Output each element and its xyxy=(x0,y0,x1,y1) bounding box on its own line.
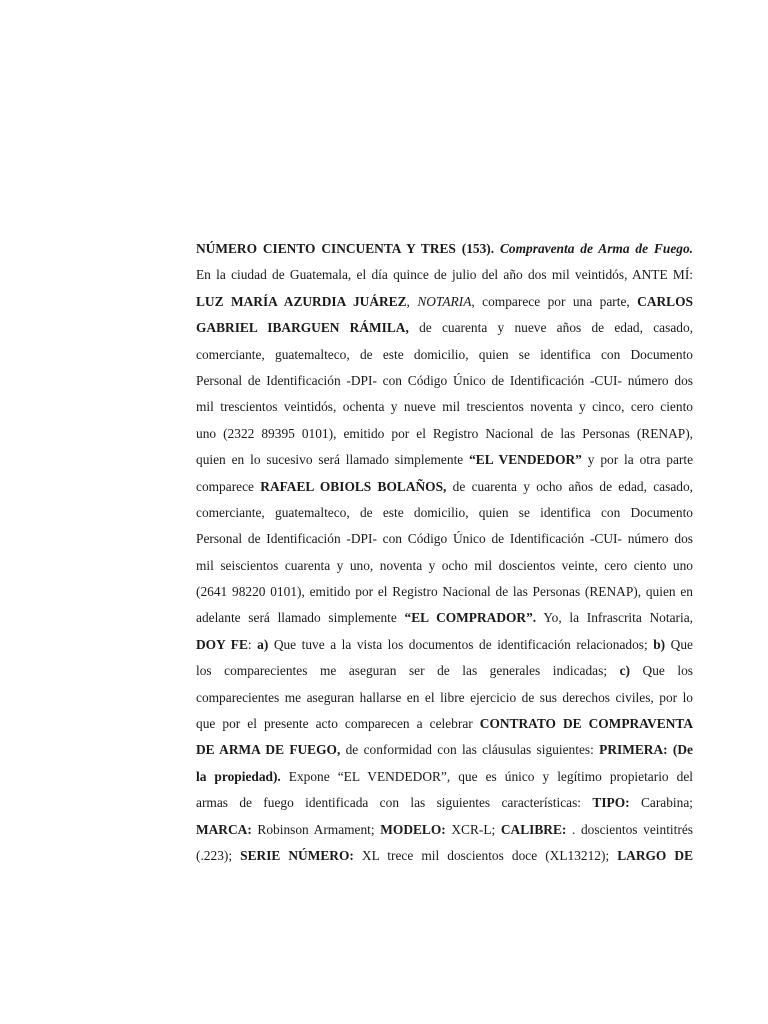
text-line xyxy=(196,737,693,763)
emphasized-text: RAFAEL OBIOLS BOLAÑOS, xyxy=(260,478,447,494)
text-line xyxy=(196,685,693,711)
text-run: de cuarenta y ocho años de edad, casado, xyxy=(446,478,693,494)
emphasized-text: TIPO: xyxy=(592,795,630,811)
text-run: de conformidad con las cláusulas siguientes: xyxy=(340,742,600,758)
text-run: Personal de Identificación -DPI- con Código Único de Identificación -CUI- número dos xyxy=(196,372,693,388)
text-line xyxy=(196,764,693,790)
emphasized-text: GABRIEL IBARGUEN RÁMILA, xyxy=(196,320,409,336)
emphasized-text: Compraventa de Arma de Fuego. xyxy=(500,241,693,256)
text-run: de cuarenta y nueve años de edad, casado, xyxy=(408,320,693,336)
emphasized-text: CARLOS xyxy=(637,293,693,309)
text-line xyxy=(196,500,693,526)
text-line xyxy=(196,447,693,473)
emphasized-text: LUZ MARÍA AZURDIA JUÁREZ xyxy=(196,293,407,309)
text-run: y por la otra parte xyxy=(581,452,693,468)
text-run: comparece xyxy=(196,478,261,494)
emphasized-text: b) xyxy=(653,636,666,652)
text-run: comparecientes me aseguran hallarse en el libre ejercicio de sus derechos civiles, por lo xyxy=(196,689,693,705)
text-run: Que los xyxy=(630,663,693,679)
text-run: armas de fuego identificada con las siguientes características: xyxy=(196,795,593,811)
emphasized-text: NOTARIA xyxy=(417,293,472,309)
text-run: Que xyxy=(665,636,693,652)
text-run: quien en lo sucesivo será llamado simplemente xyxy=(196,452,470,468)
text-line xyxy=(196,579,693,605)
text-line xyxy=(196,605,693,631)
emphasized-text: MODELO: xyxy=(380,821,446,837)
text-line xyxy=(196,342,693,368)
text-line xyxy=(196,843,693,869)
text-line xyxy=(196,262,693,288)
text-run: En la ciudad de Guatemala, el día quince de julio del año dos mil veintidós, ANTE MÍ: xyxy=(196,267,693,283)
text-run: Robinson Armament; xyxy=(251,821,381,837)
text-run: Carabina; xyxy=(629,795,693,811)
emphasized-text: a) xyxy=(257,636,269,652)
text-run: que por el presente acto comparecen a celebrar xyxy=(196,716,480,732)
text-line xyxy=(196,632,693,658)
text-line xyxy=(196,526,693,552)
text-line xyxy=(196,421,693,447)
text-run: mil seiscientos cuarenta y uno, noventa y ocho mil doscientos veinte, cero ciento uno xyxy=(196,557,693,573)
text-line xyxy=(196,711,693,737)
text-run: Personal de Identificación -DPI- con Código Único de Identificación -CUI- número dos xyxy=(196,531,693,547)
text-line xyxy=(196,790,693,816)
text-line xyxy=(196,658,693,684)
emphasized-text: SERIE NÚMERO: xyxy=(240,847,354,863)
emphasized-text: LARGO DE xyxy=(617,847,693,863)
emphasized-text: NÚMERO CIENTO CINCUENTA Y TRES (153). xyxy=(196,241,495,256)
text-line xyxy=(196,553,693,579)
emphasized-text: MARCA: xyxy=(196,821,252,837)
emphasized-text: DE ARMA DE FUEGO, xyxy=(196,742,341,758)
emphasized-text: CONTRATO DE COMPRAVENTA xyxy=(479,716,693,732)
text-run: (.223); xyxy=(196,847,241,863)
text-run: XL trece mil doscientos doce (XL13212); xyxy=(353,847,618,863)
text-run: comerciante, guatemalteco, de este domicilio, quien se identifica con Documento xyxy=(196,346,693,362)
text-run: XCR-L; xyxy=(445,821,501,837)
text-run: adelante será llamado simplemente xyxy=(196,610,405,626)
emphasized-text: c) xyxy=(619,663,630,679)
text-run: (2641 98220 0101), emitido por el Registro Nacional de las Personas (RENAP), quien en xyxy=(196,584,693,600)
text-run: Expone “EL VENDEDOR”, que es único y legítimo propietario del xyxy=(280,768,693,784)
text-run: , comparece por una parte, xyxy=(471,293,638,309)
emphasized-text: “EL VENDEDOR” xyxy=(469,452,582,468)
text-run: uno (2322 89395 0101), emitido por el Registro Nacional de las Personas (RENAP), xyxy=(196,425,693,441)
emphasized-text: DOY FE xyxy=(196,636,248,652)
text-line xyxy=(196,368,693,394)
emphasized-text: CALIBRE: xyxy=(500,821,567,837)
emphasized-text: PRIMERA: (De xyxy=(599,742,693,758)
document-body xyxy=(196,236,693,869)
text-line xyxy=(196,474,693,500)
text-run: . doscientos veintitrés xyxy=(566,821,693,837)
text-line xyxy=(196,236,693,262)
text-line xyxy=(196,394,693,420)
text-run: mil trescientos veintidós, ochenta y nueve mil trescientos noventa y cinco, cero ciento xyxy=(196,399,693,415)
emphasized-text: la propiedad). xyxy=(196,768,281,784)
text-run: comerciante, guatemalteco, de este domicilio, quien se identifica con Documento xyxy=(196,504,693,520)
text-run: : xyxy=(247,636,258,652)
text-run: Yo, la Infrascrita Notaria, xyxy=(536,610,693,626)
emphasized-text: “EL COMPRADOR”. xyxy=(404,610,537,626)
text-run: los comparecientes me aseguran ser de las generales indicadas; xyxy=(196,663,620,679)
text-line xyxy=(196,817,693,843)
text-line xyxy=(196,315,693,341)
text-run: Que tuve a la vista los documentos de identificación relacionados; xyxy=(268,636,654,652)
text-run: , xyxy=(406,293,418,309)
text-line xyxy=(196,289,693,315)
